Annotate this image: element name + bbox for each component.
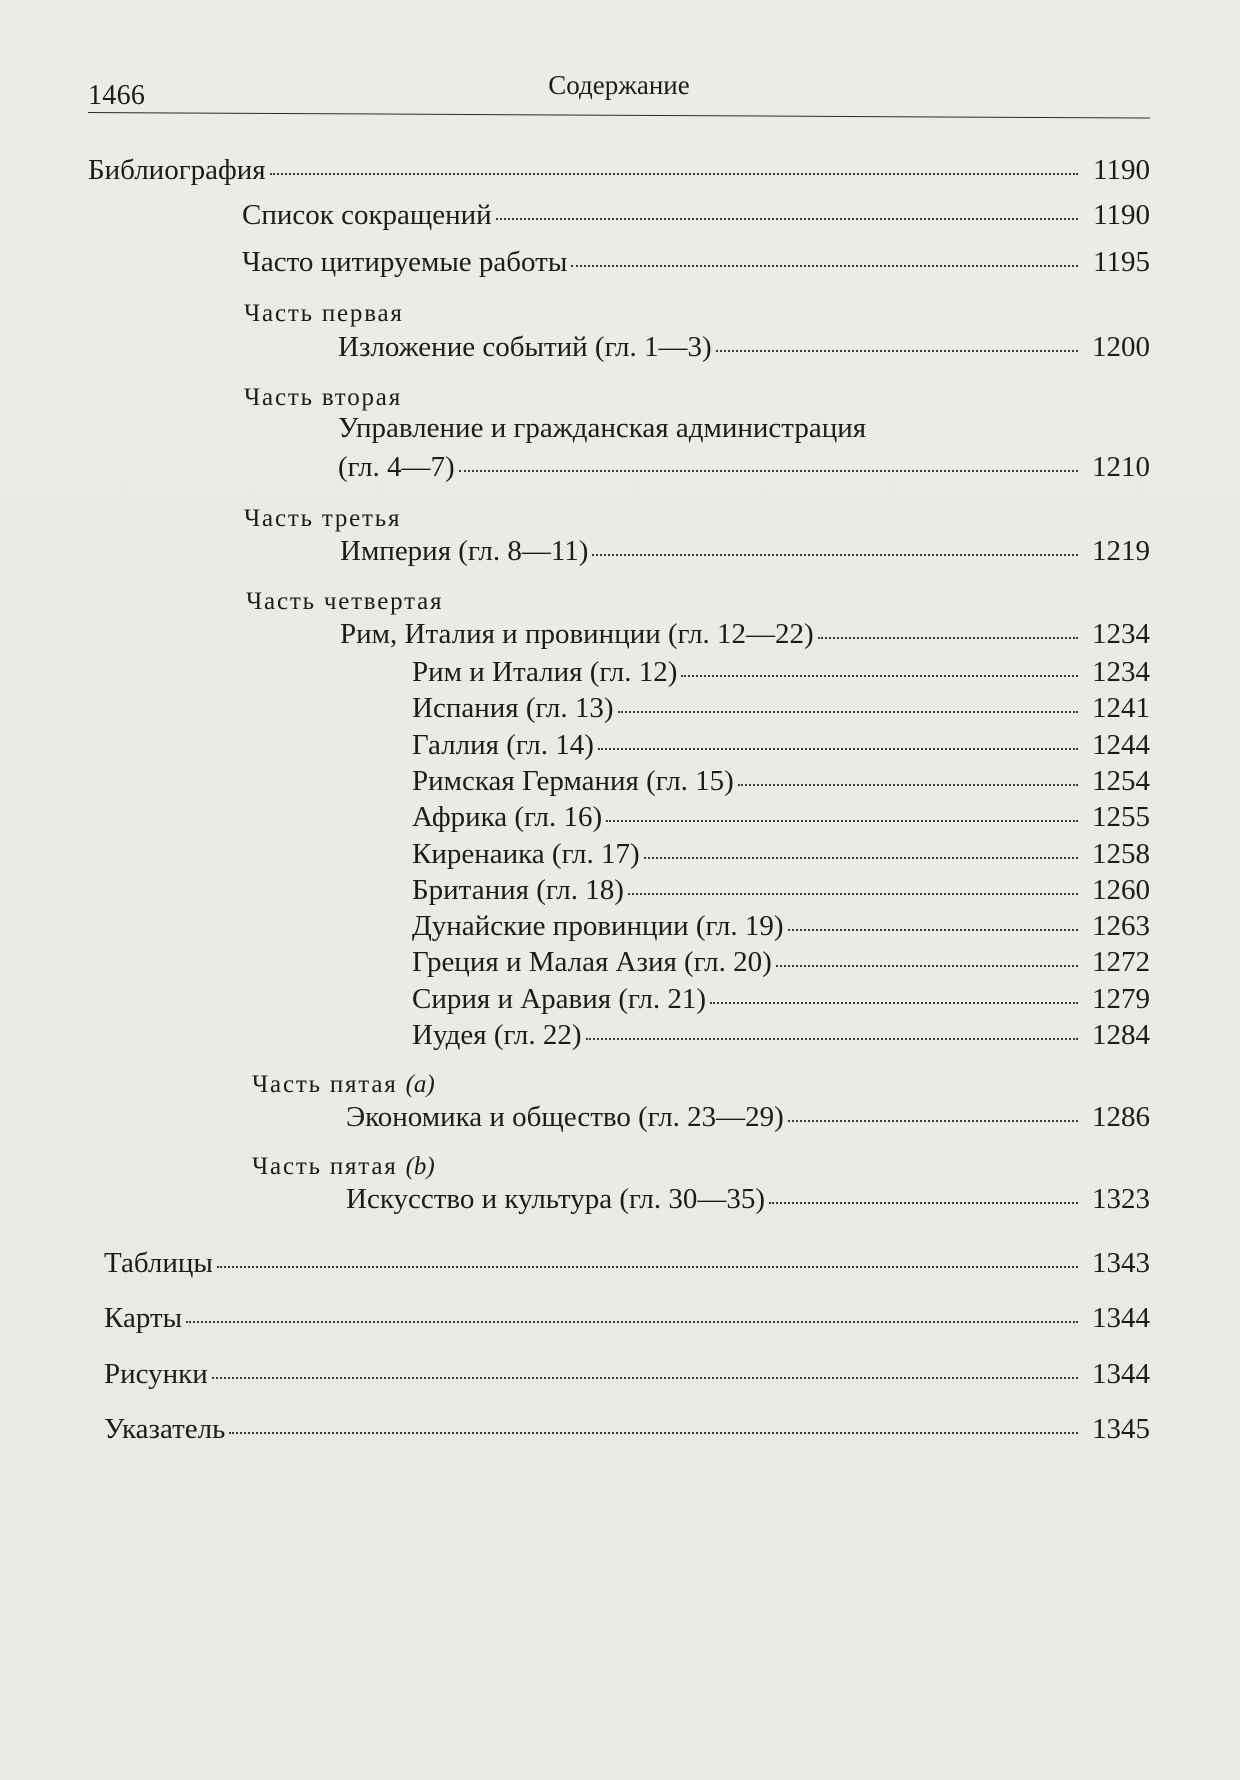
part-label: Часть пятая (252, 1153, 398, 1180)
toc-entry-page: 1190 (1093, 199, 1150, 231)
toc-entry-part2-line1: Управление и гражданская администрация (338, 412, 867, 444)
dot-leader (217, 1266, 1078, 1268)
toc-entry-page: 1272 (1092, 946, 1150, 978)
toc-subentry[interactable] (412, 653, 1150, 691)
toc-entry-title: Карты (104, 1302, 183, 1334)
toc-entry-title: Испания (гл. 13) (412, 692, 614, 724)
toc-subentry[interactable] (412, 943, 1150, 981)
dot-leader (270, 173, 1078, 175)
toc-entry-title: Библиография (88, 154, 266, 186)
toc-entry-page: 1241 (1092, 692, 1150, 724)
toc-entry-page: 1219 (1092, 535, 1150, 567)
part-heading-5a (252, 1069, 435, 1101)
dot-leader (644, 857, 1078, 859)
toc-entry-page: 1200 (1092, 331, 1150, 363)
toc-entry-title: Иудея (гл. 22) (412, 1019, 582, 1051)
page-number: 1466 (88, 80, 146, 111)
toc-entry-page: 1286 (1092, 1101, 1150, 1133)
toc-entry-title: Галлия (гл. 14) (412, 729, 594, 761)
toc-entry-page: 1345 (1092, 1413, 1150, 1445)
toc-entry-title: Искусство и культура (гл. 30—35) (346, 1183, 766, 1215)
toc-entry-title: Рисунки (104, 1358, 208, 1390)
toc-entry-part4[interactable] (340, 615, 1150, 653)
toc-entry-part3[interactable] (340, 532, 1150, 570)
part-heading-2: Часть вторая (244, 384, 402, 411)
part-heading-3: Часть третья (244, 505, 402, 532)
toc-entry-title: Указатель (104, 1413, 226, 1445)
toc-entry-page: 1323 (1092, 1183, 1150, 1215)
toc-entry-part5a[interactable] (346, 1098, 1150, 1136)
toc-entry-title: Киренаика (гл. 17) (412, 838, 640, 870)
toc-entry-page: 1284 (1092, 1019, 1150, 1051)
toc-entry-part1[interactable] (338, 328, 1150, 366)
toc-entry-part2[interactable] (338, 448, 1150, 486)
dot-leader (592, 554, 1078, 556)
dot-leader (459, 470, 1078, 472)
toc-entry-title: Рим и Италия (гл. 12) (412, 656, 678, 688)
dot-leader (776, 965, 1078, 967)
part-heading-1: Часть первая (244, 300, 404, 327)
dot-leader (571, 265, 1078, 267)
toc-entry-maps[interactable] (104, 1299, 1150, 1337)
toc-entry-title: Греция и Малая Азия (гл. 20) (412, 946, 772, 978)
part-heading-4: Часть четвертая (246, 588, 444, 615)
dot-leader (229, 1432, 1078, 1434)
toc-entry-page: 1244 (1092, 729, 1150, 761)
toc-entry-index[interactable] (104, 1410, 1150, 1448)
toc-entry-title: Сирия и Аравия (гл. 21) (412, 983, 707, 1015)
toc-entry-title: Часто цитируемые работы (242, 246, 568, 278)
toc-entry-title: Рим, Италия и провинции (гл. 12—22) (340, 618, 814, 650)
dot-leader (788, 1120, 1078, 1122)
toc-subentry[interactable] (412, 689, 1150, 727)
toc-subentry[interactable] (412, 871, 1150, 909)
dot-leader (496, 218, 1078, 220)
toc-entry-page: 1279 (1092, 983, 1150, 1015)
dot-leader (586, 1038, 1078, 1040)
toc-entry-abbreviations[interactable] (242, 196, 1150, 234)
toc-entry-page: 1344 (1092, 1358, 1150, 1390)
toc-entry-title: Империя (гл. 8—11) (340, 535, 589, 567)
toc-entry-bibliography[interactable] (88, 151, 1150, 189)
toc-entry-page: 1210 (1092, 451, 1150, 483)
toc-entry-title: Список сокращений (242, 199, 492, 231)
toc-entry-tables[interactable] (104, 1244, 1150, 1282)
dot-leader (681, 675, 1078, 677)
toc-entry-figures[interactable] (104, 1355, 1150, 1393)
dot-leader (710, 1002, 1078, 1004)
dot-leader (716, 350, 1078, 352)
toc-entry-page: 1260 (1092, 874, 1150, 906)
running-title: Содержание (548, 70, 690, 100)
toc-entry-title: Экономика и общество (гл. 23—29) (346, 1101, 784, 1133)
toc-entry-page: 1258 (1092, 838, 1150, 870)
toc-entry-page: 1255 (1092, 801, 1150, 833)
toc-entry-part5b[interactable] (346, 1180, 1150, 1218)
toc-entry-page: 1263 (1092, 910, 1150, 942)
toc-subentry[interactable] (412, 762, 1150, 800)
dot-leader (186, 1321, 1078, 1323)
toc-subentry[interactable] (412, 1016, 1150, 1054)
dot-leader (618, 711, 1078, 713)
toc-subentry[interactable] (412, 726, 1150, 764)
part-suffix: (b) (405, 1153, 435, 1180)
part-suffix: (a) (405, 1071, 435, 1098)
part-heading-5b (252, 1151, 435, 1183)
toc-entry-page: 1343 (1092, 1247, 1150, 1279)
toc-entry-title: Дунайские провинции (гл. 19) (412, 910, 784, 942)
toc-subentry[interactable] (412, 980, 1150, 1018)
toc-entry-page: 1195 (1093, 246, 1150, 278)
dot-leader (769, 1202, 1078, 1204)
dot-leader (598, 748, 1078, 750)
toc-entry-title: (гл. 4—7) (338, 451, 455, 483)
toc-entry-page: 1234 (1092, 656, 1150, 688)
toc-entry-title: Британия (гл. 18) (412, 874, 624, 906)
dot-leader (738, 784, 1078, 786)
dot-leader (818, 637, 1078, 639)
toc-entry-page: 1254 (1092, 765, 1150, 797)
dot-leader (628, 893, 1078, 895)
dot-leader (212, 1377, 1078, 1379)
toc-entry-title: Африка (гл. 16) (412, 801, 603, 833)
toc-subentry[interactable] (412, 835, 1150, 873)
toc-subentry[interactable] (412, 798, 1150, 836)
part-label: Часть пятая (252, 1071, 398, 1098)
dot-leader (606, 820, 1078, 822)
toc-entry-title: Таблицы (104, 1247, 213, 1279)
toc-entry-page: 1344 (1092, 1302, 1150, 1334)
toc-entry-frequently-cited[interactable] (242, 243, 1150, 281)
dot-leader (788, 929, 1078, 931)
toc-entry-title: Изложение событий (гл. 1—3) (338, 331, 712, 363)
toc-entry-page: 1190 (1093, 154, 1150, 186)
toc-entry-title: Римская Германия (гл. 15) (412, 765, 734, 797)
toc-entry-page: 1234 (1092, 618, 1150, 650)
toc-subentry[interactable] (412, 907, 1150, 945)
